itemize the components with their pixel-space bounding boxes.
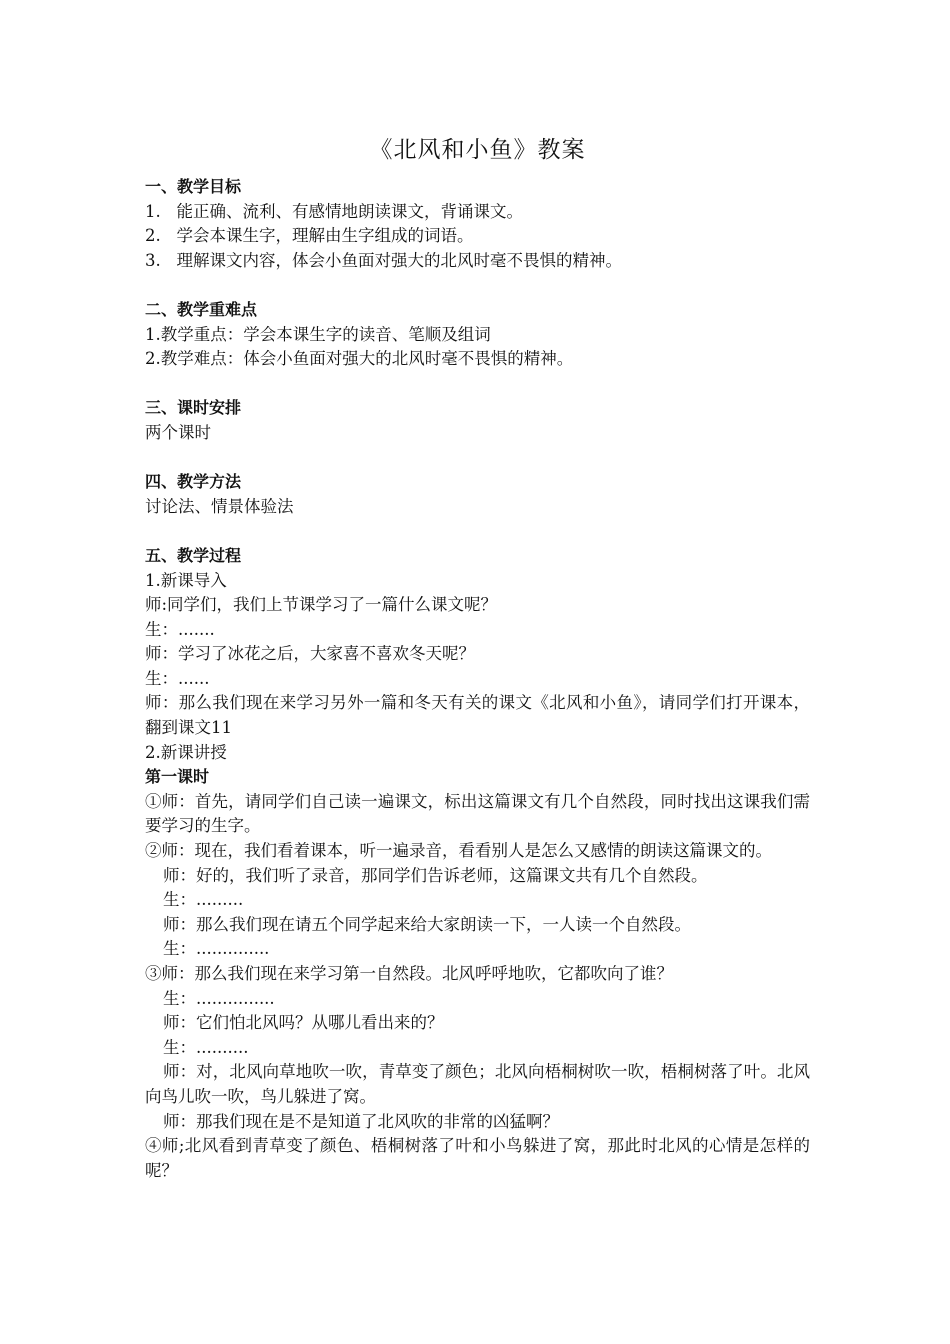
dialogue-line: 师：那么我们现在请五个同学起来给大家朗读一下，一人读一个自然段。: [163, 914, 691, 934]
document-title: 《北风和小鱼》教案: [369, 137, 586, 163]
step-paragraph: ①师：首先，请同学们自己读一遍课文，标出这篇课文有几个自然段，同时找出这课我们需要学习的生字。: [145, 791, 810, 836]
dialogue-line: 生：.........: [163, 890, 244, 910]
dialogue-line: 生：..............: [163, 939, 270, 959]
section-heading-objectives: 一、教学目标: [145, 177, 242, 196]
dialogue-line: 师：那我们现在是不是知道了北风吹的非常的凶猛啊？: [163, 1111, 559, 1131]
section-heading-process: 五、教学过程: [145, 545, 242, 565]
section-heading-key-points: 二、教学重难点: [145, 299, 258, 319]
schedule-text: 两个课时: [145, 422, 211, 442]
section-heading-methods: 四、教学方法: [145, 472, 242, 492]
lesson-one-title: 第一课时: [145, 767, 210, 787]
document-body: [145, 133, 810, 1183]
dialogue-line: 生：..........: [163, 1037, 249, 1057]
dialogue-line: 师：那么我们现在来学习另外一篇和冬天有关的课文《北风和小鱼》，请同学们打开课本，翻到课文11: [145, 693, 810, 738]
methods-text: 讨论法、情景体验法: [145, 496, 294, 516]
dialogue-line: 生：.......: [145, 619, 215, 639]
section-heading-schedule: 三、课时安排: [145, 398, 242, 418]
dialogue-line: 师：对，北风向草地吹一吹，青草变了颜色；北风向梧桐树吹一吹，梧桐树落了叶。北风向鸟儿吹一吹，鸟儿躲进了窝。: [145, 1062, 810, 1106]
subsection-teach-title: 2.新课讲授: [145, 742, 227, 762]
subsection-intro-title: 1.新课导入: [145, 570, 227, 590]
step-paragraph: ④师;北风看到青草变了颜色、梧桐树落了叶和小鸟躲进了窝，那此时北风的心情是怎样的呢？: [145, 1136, 810, 1180]
objective-item: 1. 能正确、流利、有感情地朗读课文，背诵课文。: [145, 201, 523, 221]
objectives-list: [145, 200, 810, 274]
dialogue-line: 师：它们怕北风吗？从哪儿看出来的？: [163, 1013, 444, 1033]
step-paragraph: ③师：那么我们现在来学习第一自然段。北风呼呼地吹，它都吹向了谁？: [145, 964, 673, 983]
dialogue-line: 生：......: [145, 668, 210, 688]
dialogue-line: 师:同学们，我们上节课学习了一篇什么课文呢？: [145, 595, 498, 615]
dialogue-line: 师：学习了冰花之后，大家喜不喜欢冬天呢？: [145, 644, 475, 664]
step-paragraph: ②师：现在，我们看着课本，听一遍录音，看看别人是怎么又感情的朗读这篇课文的。: [145, 841, 772, 861]
dialogue-line: 师：好的，我们听了录音，那同学们告诉老师，这篇课文共有几个自然段。: [163, 865, 708, 885]
dialogue-line: 生：...............: [163, 988, 275, 1008]
objective-item: 3. 理解课文内容，体会小鱼面对强大的北风时毫不畏惧的精神。: [145, 250, 622, 270]
key-point-item: 1.教学重点：学会本课生字的读音、笔顺及组词: [145, 324, 491, 344]
key-point-item: 2.教学难点：体会小鱼面对强大的北风时毫不畏惧的精神。: [145, 349, 574, 369]
objective-item: 2. 学会本课生字，理解由生字组成的词语。: [145, 226, 474, 246]
